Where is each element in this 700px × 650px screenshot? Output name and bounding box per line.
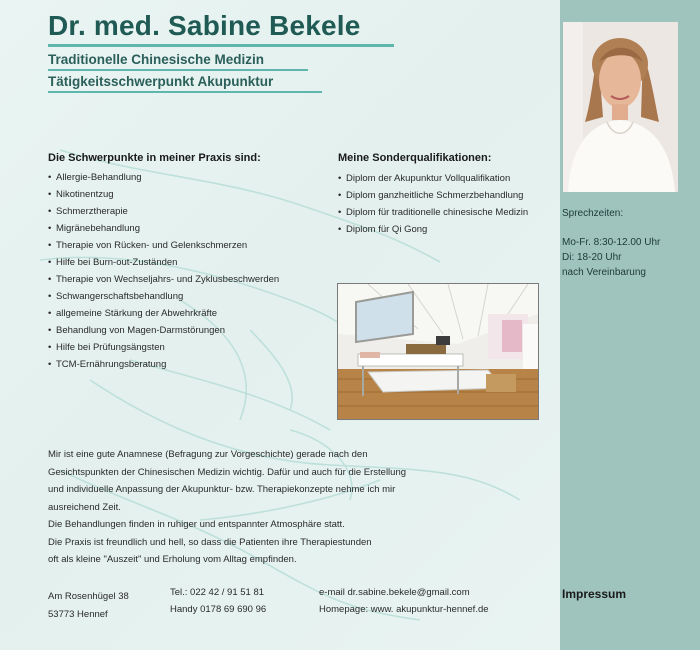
list-item: • Therapie von Rücken- und Gelenkschmerzen [48, 240, 248, 251]
mobile-number: Handy 0178 69 690 96 [170, 604, 267, 615]
address-street: Am Rosenhügel 38 [48, 591, 129, 602]
sprechzeiten-label: Sprechzeiten: [562, 208, 624, 219]
schwerpunkte-heading: Die Schwerpunkte in meiner Praxis sind: [48, 152, 261, 164]
intro-line: oft als kleine "Auszeit" und Erholung vom Alltag empfinden. [48, 554, 297, 565]
subtitle-akupunktur: Tätigkeitsschwerpunkt Akupunktur [48, 74, 274, 89]
list-item: • Diplom ganzheitliche Schmerzbehandlung [338, 190, 524, 201]
list-item: • allgemeine Stärkung der Abwehrkräfte [48, 308, 218, 319]
intro-line: Gesichtspunkten der Chinesischen Medizin wichtig. Dafür und auch für die Erstellung [48, 466, 407, 478]
list-item: • Therapie von Wechseljahrs- und Zyklusbeschwerden [48, 274, 280, 285]
hours-line: Di: 18-20 Uhr [562, 252, 622, 263]
page-title: Dr. med. Sabine Bekele [48, 10, 361, 41]
intro-line: ausreichend Zeit. [48, 501, 121, 513]
list-item: • Hilfe bei Prüfungsängsten [48, 342, 165, 353]
list-item: • Allergie-Behandlung [48, 172, 142, 183]
opening-hours [562, 235, 660, 280]
intro-line: Die Praxis ist freundlich und hell, so dass die Patienten ihre Therapiestunden [48, 536, 372, 548]
impressum-link[interactable]: Impressum [562, 587, 627, 601]
contact-block [319, 584, 489, 618]
list-item: • Schwangerschaftsbehandlung [48, 291, 184, 302]
list-item: • TCM-Ernährungsberatung [48, 359, 167, 370]
hours-line: Mo-Fr. 8:30-12.00 Uhr [562, 237, 661, 248]
phone-block [170, 584, 266, 618]
list-item: • Migränebehandlung [48, 223, 140, 234]
intro-line: und individuelle Anpassung der Akupunktur- bzw. Therapiekonzepte nehme ich mir [48, 484, 396, 495]
list-item: • Diplom für Qi Gong [338, 224, 428, 235]
title-underline [48, 44, 394, 47]
practice-room-photo [337, 283, 539, 420]
list-item: • Diplom der Akupunktur Vollqualifikation [338, 173, 511, 184]
email-link[interactable]: e-mail dr.sabine.bekele@gmail.com [319, 587, 470, 598]
list-item: • Diplom für traditionelle chinesische Medizin [338, 207, 529, 218]
sonderqualifikationen-heading: Meine Sonderqualifikationen: [338, 152, 492, 164]
intro-text [48, 446, 406, 569]
list-item: • Nikotinentzug [48, 189, 114, 200]
sprechzeiten-block [562, 206, 623, 221]
list-item: • Behandlung von Magen-Darmstörungen [48, 325, 225, 336]
hours-line: nach Vereinbarung [562, 267, 646, 278]
doctor-portrait-photo [563, 22, 678, 192]
subtitle-underline [48, 91, 322, 93]
phone-number: Tel.: 022 42 / 91 51 81 [170, 587, 265, 598]
schwerpunkte-list [48, 169, 279, 373]
list-item: • Schmerztherapie [48, 206, 128, 217]
address-block [48, 588, 129, 623]
address-city: 53773 Hennef [48, 609, 108, 620]
intro-line: Mir ist eine gute Anamnese (Befragung zur Vorgeschichte) gerade nach den [48, 449, 368, 460]
list-item: • Hilfe bei Burn-out-Zuständen [48, 257, 178, 268]
intro-line: Die Behandlungen finden in ruhiger und entspannter Atmosphäre statt. [48, 519, 345, 530]
subtitle-tcm: Traditionelle Chinesische Medizin [48, 52, 265, 67]
subtitle-underline [48, 69, 308, 71]
homepage-link[interactable]: Homepage: www. akupunktur-hennef.de [319, 604, 489, 615]
sonderqualifikationen-list [338, 170, 528, 238]
